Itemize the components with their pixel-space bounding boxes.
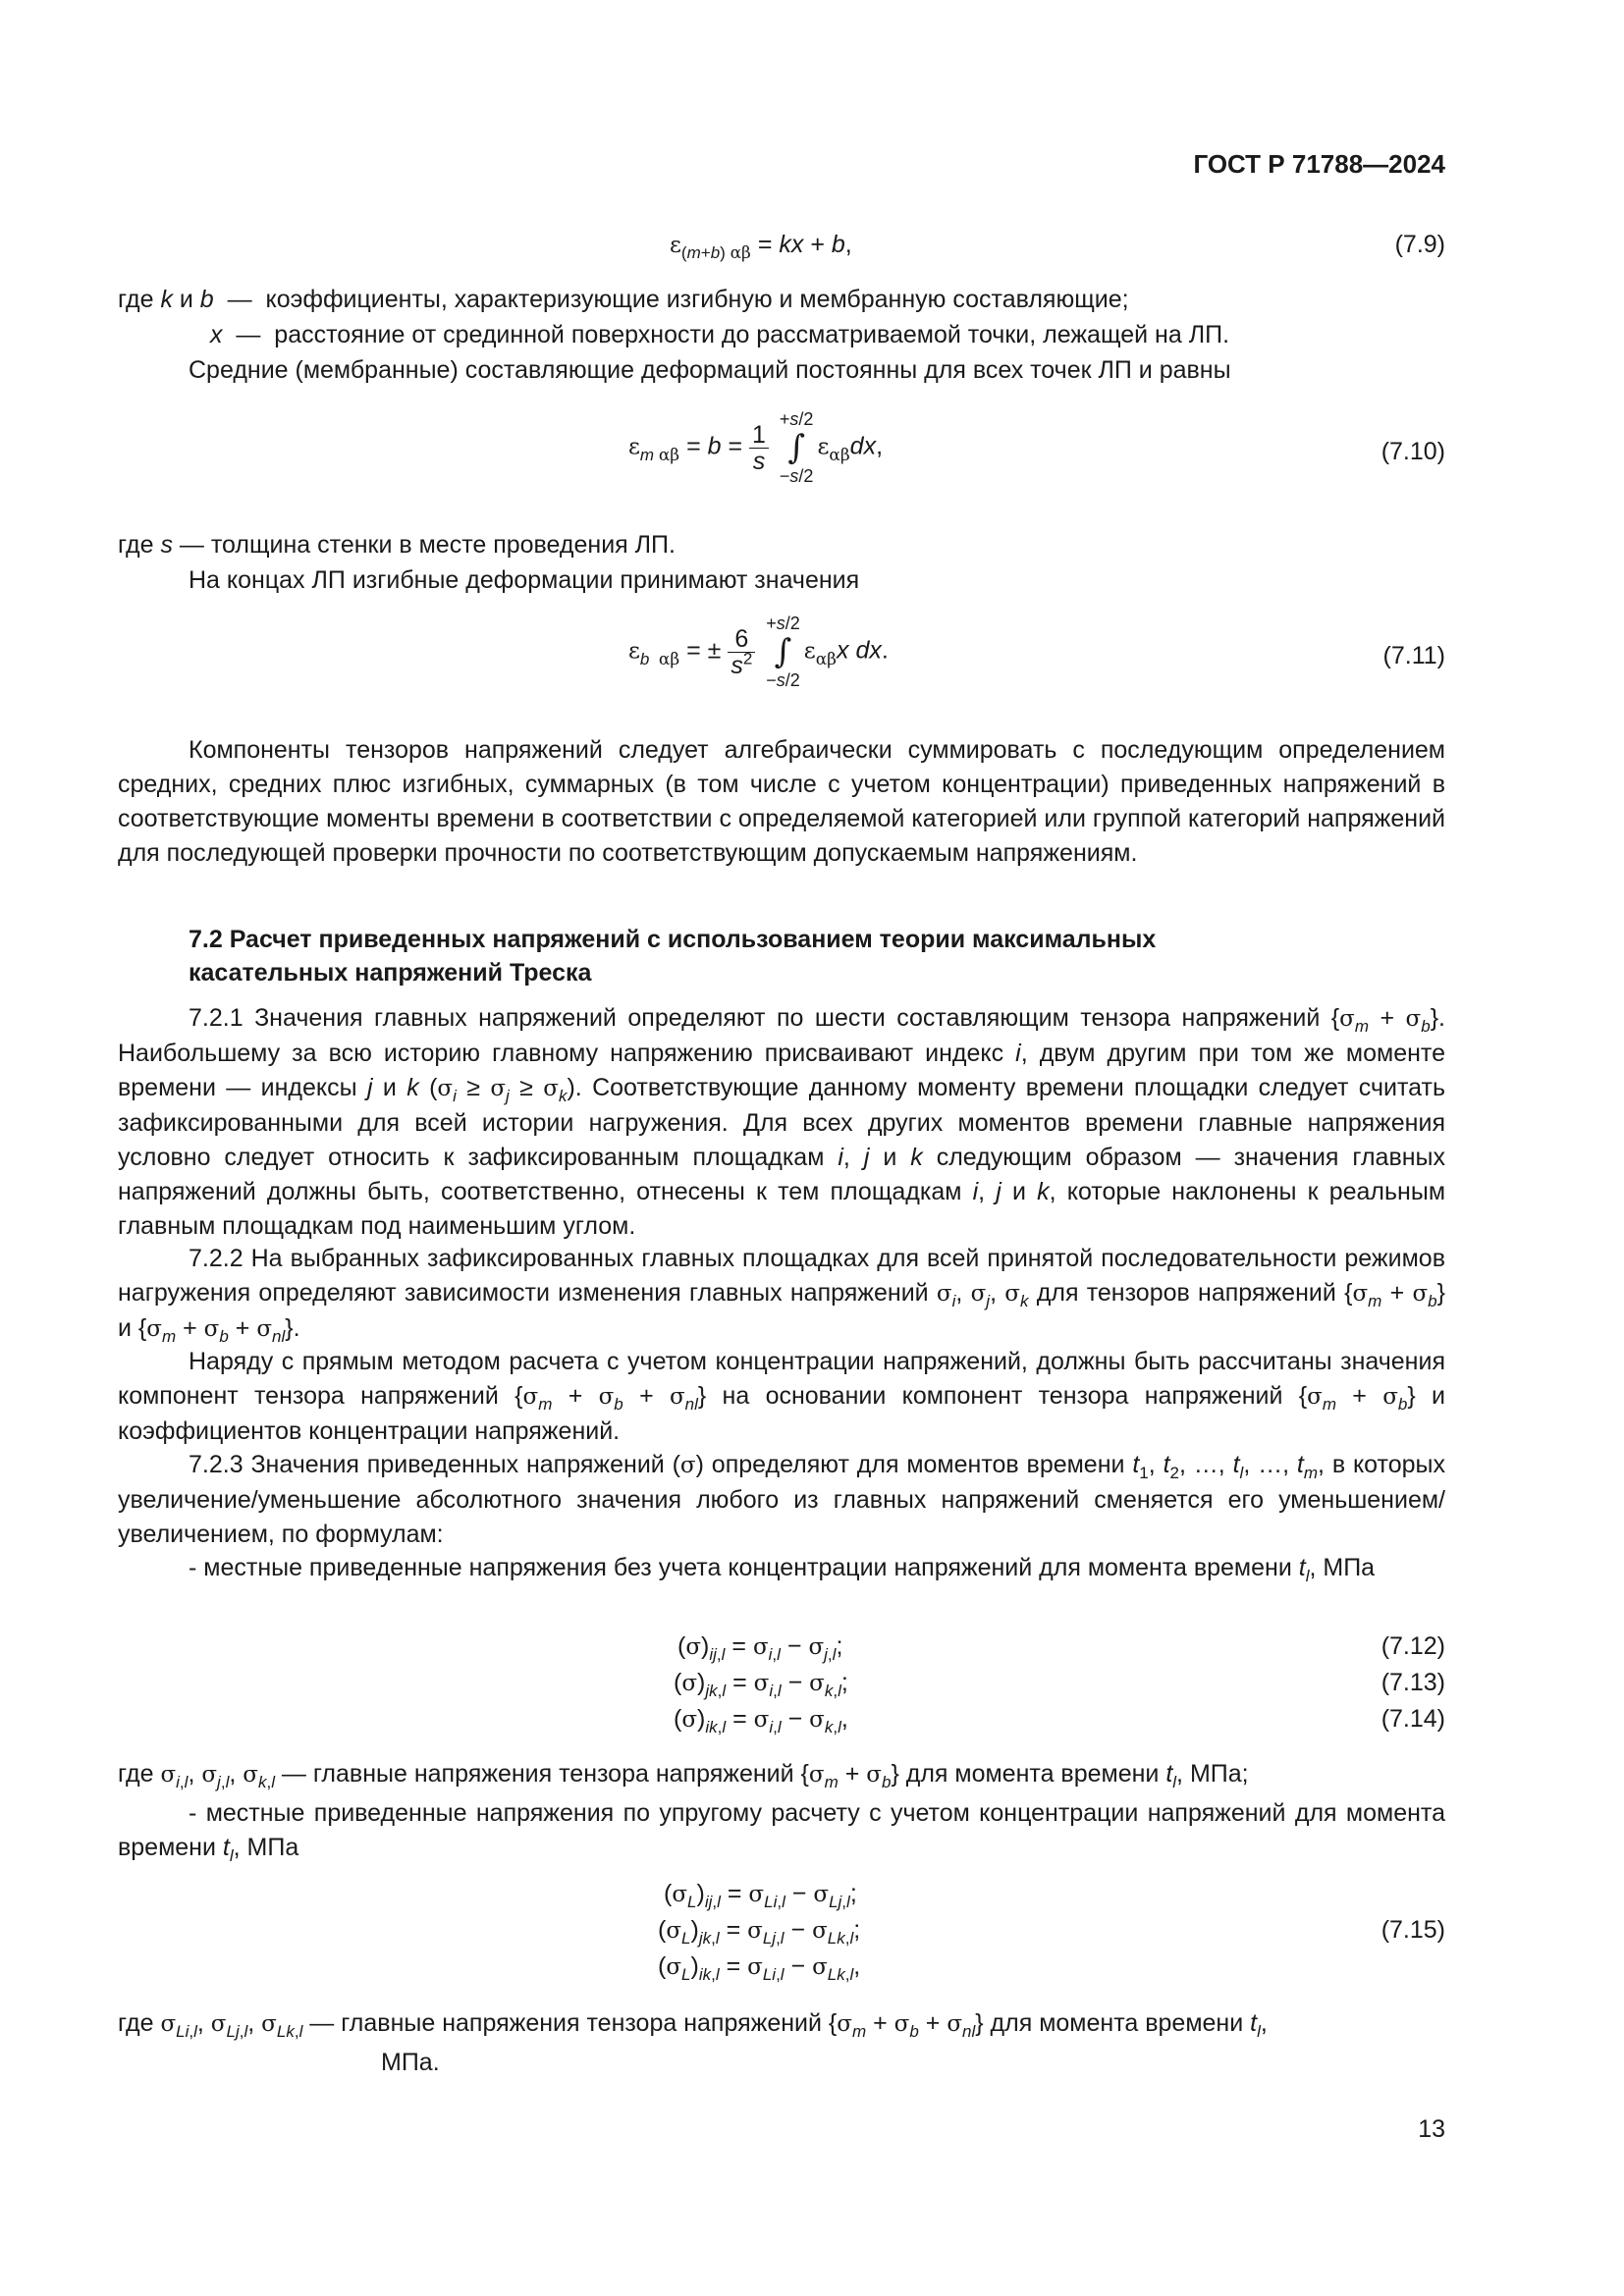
definition-s: где s — толщина стенки в месте проведения ЛП. [118,531,676,559]
definition: где $\sigma_{i,l}$, $\sigma_{j,l}$, $\sigma_{k,l}$ — главные напряжения тензора напряжений $\{\sigma_m + \sigma_b\}$ для момента времени $t_l$, МПа; [118,1760,1249,1791]
equation-7-15-line-3: $(\sigma_L)_{ik,l} = \sigma_{Li,l} - \sigma_{Lk,l}$, [658,1952,861,1984]
paragraph-7-2-1: 7.2.1 Значения главных напряжений определяют по шести составляющим тензора напряжений $\{\sigma_m + \sigma_b\}$. Наибольшему за всю историю главному напряжению присваивают индекс i, двум другим при том же моменте времени — индексы j и k $(\sigma_i \ge \sigma_j \ge \sigma_k)$. Соответствующие данному моменту времени площадки следует считать зафиксированными для всей истории нагружения. Для всех других моментов времени главные напряжения условно следует относить к зафиксированным площадкам i, j и k следующим образом — значения главных напряжений должны быть, соответственно, отнесены к тем площадкам i, j и k, которые наклонены к реальным главным площадкам под наименьшим углом. [118,1004,1446,1240]
definition-text: толщина стенки в месте проведения ЛП. [210,531,676,559]
page-number: 13 [1418,2115,1445,2143]
unit-text: МПа. [381,2049,440,2076]
paragraph: Средние (мембранные) составляющие деформаций постоянны для всех точек ЛП и равны [189,356,1231,384]
definition: где $\sigma_{Li,l}$, $\sigma_{Lj,l}$, $\sigma_{Lk,l}$ — главные напряжения тензора напряжений $\{\sigma_m + \sigma_b + \sigma_{nl}\}$ для момента времени $t_l$, [118,2009,1268,2041]
heading-line: касательных напряжений Треска [189,959,592,987]
paragraph: - местные приведенные напряжения по упругому расчету с учетом концентрации напряжений для момента времени $t_l$, МПа [118,1799,1445,1865]
paragraph-7-2-3: 7.2.3 Значения приведенных напряжений (σ) определяют для моментов времени $t_1$, $t_2$, …, $t_l$, …, $t_m$, в которых увеличение/уменьшение абсолютного значения любого из главных напряжений сменяется его уменьшением/увеличением, по формулам: [118,1451,1445,1548]
paragraph-7-2-2: 7.2.2 На выбранных зафиксированных главных площадках для всей принятой последовательности режимов нагружения определяют зависимости изменения главных напряжений $\sigma_i$, $\sigma_j$, $\sigma_k$ для тензоров напряжений $\{\sigma_m + \sigma_b\}$ и $\{\sigma_m + \sigma_b + \sigma_{nl}\}$. [118,1245,1445,1346]
definition-x: x — расстояние от срединной поверхности до рассматриваемой точки, лежащей на ЛП. [210,321,1230,348]
equation-number: (7.12) [1380,1632,1445,1660]
paragraph: Наряду с прямым методом расчета с учетом концентрации напряжений, должны быть рассчитаны значения компонент тензора напряжений $\{\sigma_m + \sigma_b + \sigma_{nl}\}$ на основании компонент тензора напряжений $\{\sigma_m + \sigma_b\}$ и коэффициентов концентрации напряжений. [118,1348,1445,1445]
equation-7-9: $\varepsilon_{(m+b) \alpha\beta}$ = kx + b, [670,231,852,263]
paragraph: - местные приведенные напряжения без учета концентрации напряжений для момента времени $t_l$, МПа [189,1554,1376,1585]
heading-line: 7.2 Расчет приведенных напряжений с использованием теории максимальных [189,926,1157,953]
definition-k-b: где k и b — коэффициенты, характеризующие изгибную и мембранную составляющие; [118,286,1129,313]
equation-7-15-line-2: $(\sigma_L)_{jk,l} = \sigma_{Lj,l} - \sigma_{Lk,l}$; [658,1916,861,1948]
document-header: ГОСТ Р 71788—2024 [1193,149,1445,179]
equation-7-13: $(\sigma)_{jk,l} = \sigma_{i,l} - \sigma_{k,l}$; [674,1669,848,1700]
definition-text: расстояние от срединной поверхности до рассматриваемой точки, лежащей на ЛП. [274,321,1230,348]
equation-7-12: $(\sigma)_{ij,l} = \sigma_{i,l} - \sigma_{j,l}$; [677,1632,843,1664]
equation-number: (7.13) [1380,1669,1445,1696]
definition-text: коэффициенты, характеризующие изгибную и мембранную составляющие; [265,286,1129,313]
equation-number: (7.11) [1382,642,1445,669]
equation-7-11: $\varepsilon_{b \alpha\beta}$ = ± $\frac{6}{s^2}$ +s/2 ∫ −s/2 $\varepsilon_{\alpha\beta}x$ dx. [628,614,889,690]
equation-7-14: $(\sigma)_{ik,l} = \sigma_{i,l} - \sigma_{k,l}$, [674,1705,848,1736]
section-heading [189,923,1156,989]
equation-number: (7.14) [1380,1705,1445,1733]
equation-number: (7.9) [1394,231,1445,258]
paragraph: На концах ЛП изгибные деформации принимают значения [189,566,860,594]
equation-7-15-line-1: $(\sigma_L)_{ij,l} = \sigma_{Li,l} - \sigma_{Lj,l}$; [664,1880,857,1911]
equation-7-10: $\varepsilon_{m \alpha\beta} = b$ = $\frac{1}{s}$ +s/2 ∫ −s/2 $\varepsilon_{\alpha\beta}dx$, [628,409,884,486]
equation-number: (7.15) [1380,1916,1445,1944]
paragraph: Компоненты тензоров напряжений следует алгебраически суммировать с последующим определением средних, средних плюс изгибных, суммарных (в том числе с учетом концентрации) приведенных напряжений в соответствующие моменты времени в соответствии с определяемой категорией или группой категорий напряжений для последующей проверки прочности по соответствующим допускаемым напряжениям. [118,736,1445,867]
equation-number: (7.10) [1380,438,1445,465]
